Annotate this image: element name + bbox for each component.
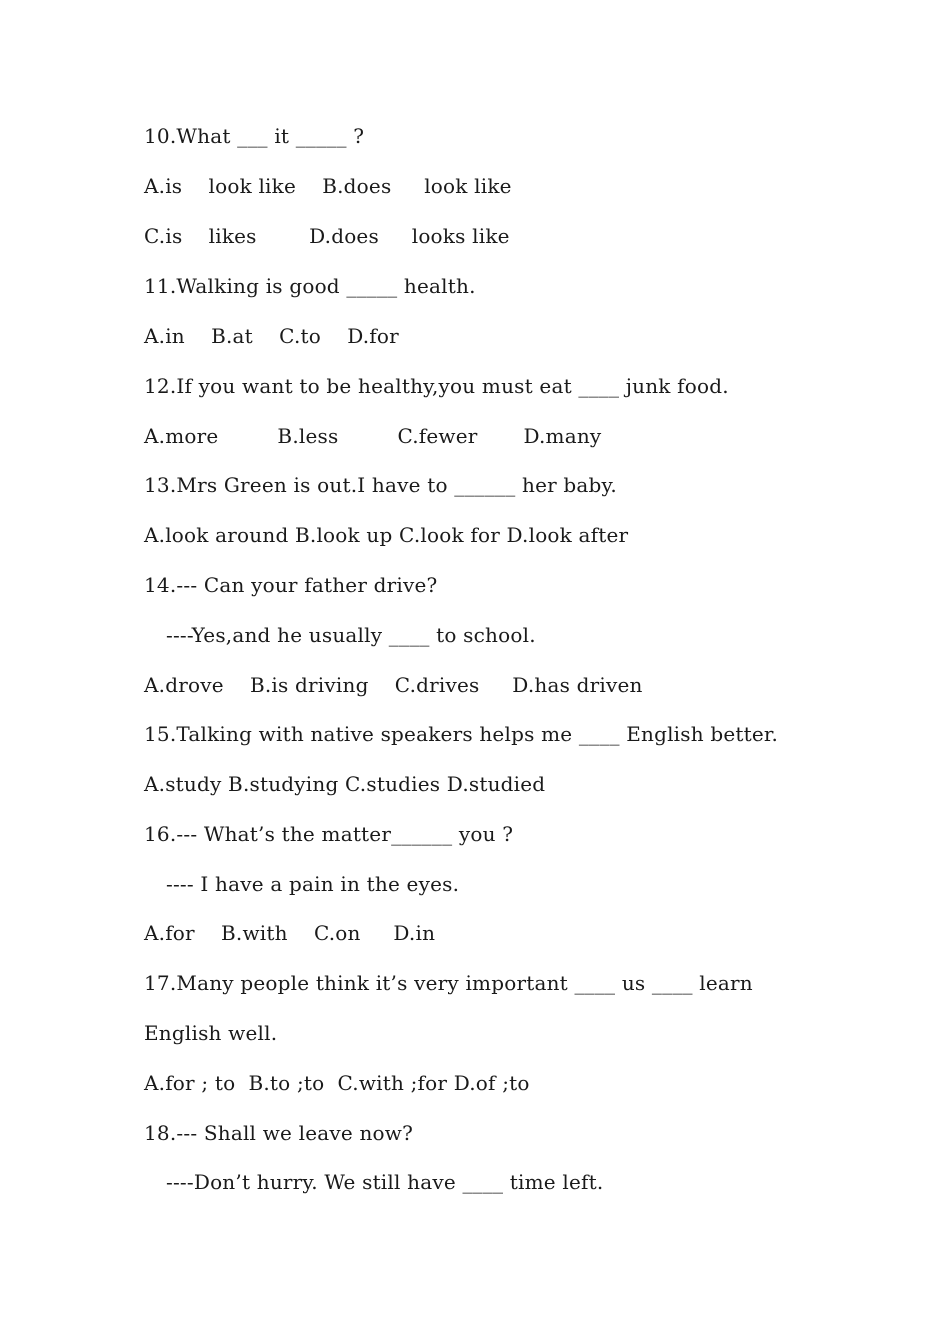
question-13-stem: 13.Mrs Green is out.I have to ______ her baby. <box>144 473 617 497</box>
question-16-reply: ---- I have a pain in the eyes. <box>166 872 460 896</box>
question-10-options-cd: C.is likes D.does looks like <box>144 224 510 248</box>
question-13-options: A.look around B.look up C.look for D.look after <box>144 523 629 547</box>
question-10-options-ab: A.is look like B.does look like <box>144 174 512 198</box>
question-18-stem: 18.--- Shall we leave now? <box>144 1121 414 1145</box>
question-16-options: A.for B.with C.on D.in <box>144 921 436 945</box>
question-14-reply: ----Yes,and he usually ____ to school. <box>166 623 536 647</box>
question-12-stem: 12.If you want to be healthy,you must eat ____ junk food. <box>144 374 729 398</box>
question-14-stem: 14.--- Can your father drive? <box>144 573 438 597</box>
question-11-stem: 11.Walking is good _____ health. <box>144 274 476 298</box>
question-14-options: A.drove B.is driving C.drives D.has driven <box>144 673 643 697</box>
question-17-options: A.for ; to B.to ;to C.with ;for D.of ;to <box>144 1071 530 1095</box>
question-16-stem: 16.--- What’s the matter______ you ? <box>144 822 514 846</box>
question-17-stem-continued: English well. <box>144 1021 278 1045</box>
question-12-options: A.more B.less C.fewer D.many <box>144 424 602 448</box>
question-17-stem: 17.Many people think it’s very important ____ us ____ learn <box>144 971 753 995</box>
question-18-reply: ----Don’t hurry. We still have ____ time left. <box>166 1170 604 1194</box>
question-11-options: A.in B.at C.to D.for <box>144 324 399 348</box>
question-10-stem: 10.What ___ it _____ ? <box>144 124 365 148</box>
question-15-options: A.study B.studying C.studies D.studied <box>144 772 546 796</box>
question-15-stem: 15.Talking with native speakers helps me ____ English better. <box>144 722 779 746</box>
